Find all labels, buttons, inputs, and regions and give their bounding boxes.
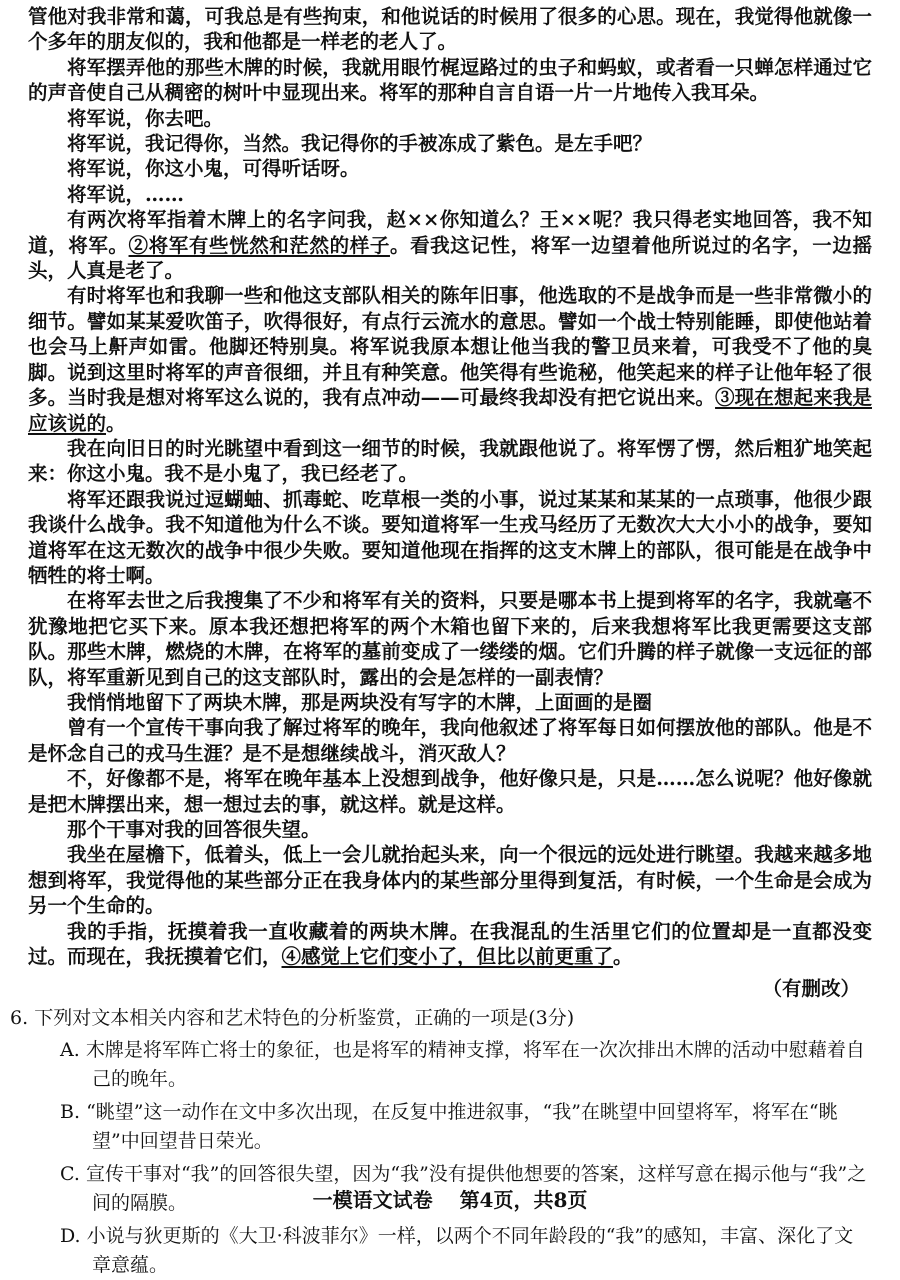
question-number: 6. xyxy=(10,1007,29,1030)
passage-paragraph xyxy=(28,4,872,55)
paragraph-text: 我坐在屋檐下，低着头，低上一会儿就抬起头来，向一个很远的远处进行眺望。我越来越多地想到将军，我觉得他的某些部分正在我身体内的某些部分里得到复活，有时候，一个生命是会成为另一个生命的。 xyxy=(28,843,872,918)
passage-paragraph xyxy=(28,817,872,842)
underlined-sentence: ③现在想起来我是应该说的 xyxy=(28,386,872,435)
passage xyxy=(28,4,872,969)
option-text: “眺望”这一动作在文中多次出现，在反复中推进叙事，“我”在眺望中回望将军，将军在“眺望”中回望昔日荣光。 xyxy=(86,1101,838,1153)
paragraph-text: 将军摆弄他的那些木牌的时候，我就用眼竹梶逗路过的虫子和蚂蚁，或者看一只蝉怎样通过它的声音使自己从稠密的树叶中显现出来。将军的那种自言自语一片一片地传入我耳朵。 xyxy=(28,55,872,105)
paragraph-text: 。 xyxy=(613,945,633,969)
option-label: A. xyxy=(60,1039,80,1062)
paragraph-text: 那个干事对我的回答很失望。 xyxy=(67,818,321,841)
option-a xyxy=(60,1036,872,1094)
paragraph-text: 曾有一个宣传干事向我了解过将军的晚年，我向他叙述了将军每日如何摆放他的部队。他是不是怀念自己的戎马生涯？是不是想继续战斗，消灭敌人？ xyxy=(28,716,872,765)
question-6 xyxy=(10,1004,872,1280)
passage-paragraph xyxy=(28,283,872,435)
question-text: 下列对文本相关内容和艺术特色的分析鉴赏，正确的一项是(3分) xyxy=(34,1007,575,1030)
option-d xyxy=(60,1222,872,1280)
paragraph-text: 将军说，我记得你，当然。我记得你的手被冻成了紫色。是左手吧？ xyxy=(67,132,653,156)
option-label: D. xyxy=(60,1225,81,1248)
exam-title: 一模语文试卷 xyxy=(312,1188,433,1212)
passage-paragraph xyxy=(28,55,872,106)
passage-paragraph xyxy=(28,207,872,283)
paragraph-text: 我在向旧日的时光眺望中看到这一细节的时候，我就跟他说了。将军愣了愣，然后粗犷地笑起来：你这小鬼。我不是小鬼了，我已经老了。 xyxy=(28,436,872,486)
paragraph-text: 我的手指，抚摸着我一直收藏着的两块木牌。在我混乱的生活里它们的位置却是一直都没变过。而现在，我抚摸着它们， xyxy=(28,919,872,969)
option-b xyxy=(60,1098,872,1156)
passage-paragraph xyxy=(28,156,872,181)
passage-paragraph xyxy=(28,131,872,156)
passage-paragraph xyxy=(28,182,872,207)
question-stem xyxy=(10,1004,872,1032)
underlined-sentence: ②将军有些恍然和茫然的样子 xyxy=(128,233,390,257)
paragraph-text: 有两次将军指着木牌上的名字问我，赵××你知道么？王××呢？我只得老实地回答，我不知道，将军。 xyxy=(28,208,872,257)
passage-paragraph xyxy=(28,690,872,715)
passage-paragraph xyxy=(28,842,872,918)
paragraph-text: 在将军去世之后我搜集了不少和将军有关的资料，只要是哪本书上提到将军的名字，我就毫不犹豫地把它买下来。原本我还想把将军的两个木箱也留下来的，后来我想将军比我更需要这支部队。那些木牌，燃烧的木牌，在将军的墓前变成了一缕缕的烟。它们升腾的样子就像一支远征的部队，将军重新见到自己的这支部队时，露出的会是怎样的一副表情？ xyxy=(28,589,872,689)
passage-paragraph xyxy=(28,919,872,970)
paragraph-text: 将军说，…… xyxy=(67,182,185,206)
revision-note: （有删改） xyxy=(762,977,860,1001)
paragraph-text: 不，好像都不是，将军在晚年基本上没想到战争，他好像只是，只是……怎么说呢？他好像就是把木牌摆出来，想一想过去的事，就这样。就是这样。 xyxy=(28,767,872,816)
paragraph-text: 我悄悄地留下了两块木牌，那是两块没有写字的木牌，上面画的是圈 xyxy=(67,690,653,714)
paragraph-text: 将军还跟我说过逗蝴蚰、抓毒蛇、吃草根一类的小事，说过某某和某某的一点琐事，他很少跟我谈什么战争。我不知道他为什么不谈。要知道将军一生戎马经历了无数次大大小小的战争，要知道将军在这无数次的战争中很少失败。要知道他现在指挥的这支木牌上的部队，很可能是在战争中牺牲的将士啊。 xyxy=(28,487,872,587)
paragraph-text: 有时将军也和我聊一些和他这支部队相关的陈年旧事，他选取的不是战争而是一些非常微小的细节。譬如某某爱吹笛子，吹得很好，有点行云流水的意思。譬如一个战士特别能睡，即使他站着也会马上鼾声如雷。他脚还特别臭。将军说我原本想让他当我的警卫员来着，可我受不了他的臭脚。说到这里时将军的声音很细，并且有种笑意。他笑得有些诡秘，他笑起来的样子让他年轻了很多。当时我是想对将军这么说的，我有点冲动——可最终我却没有把它说出来。 xyxy=(28,284,872,410)
underlined-sentence: ④感觉上它们变小了，但比以前更重了 xyxy=(281,945,614,969)
option-text: 小说与狄更斯的《大卫·科波菲尔》一样，以两个不同年龄段的“我”的感知，丰富、深化了文章意蕴。 xyxy=(86,1225,854,1277)
page-number: 第4页，共8页 xyxy=(459,1188,588,1212)
option-label: B. xyxy=(60,1101,81,1124)
passage-paragraph xyxy=(28,487,872,589)
option-text: 木牌是将军阵亡将士的象征，也是将军的精神支撑，将军在一次次排出木牌的活动中慰藉着自己的晚年。 xyxy=(85,1039,865,1091)
option-label: C. xyxy=(60,1163,80,1186)
paragraph-text: 管他对我非常和蔼，可我总是有些拘束，和他说话的时候用了很多的心思。现在，我觉得他就像一个多年的朋友似的，我和他都是一样老的老人了。 xyxy=(28,5,872,54)
page-footer xyxy=(0,1184,900,1213)
paragraph-text: 。看我这记性，将军一边望着他所说过的名字，一边摇头，人真是老了。 xyxy=(28,233,872,283)
passage-paragraph xyxy=(28,436,872,487)
paragraph-text: 将军说，你去吧。 xyxy=(67,106,224,130)
paragraph-text: 将军说，你这小鬼，可得听话呀。 xyxy=(67,157,360,181)
passage-paragraph xyxy=(28,766,872,817)
option-text: 宣传干事对“我”的回答很失望，因为“我”没有提供他想要的答案，这样写意在揭示他与“我”之间的隔膜。 xyxy=(85,1163,867,1215)
paragraph-text: 。 xyxy=(106,411,126,435)
passage-paragraph xyxy=(28,715,872,766)
passage-paragraph xyxy=(28,106,872,131)
passage-paragraph xyxy=(28,588,872,690)
